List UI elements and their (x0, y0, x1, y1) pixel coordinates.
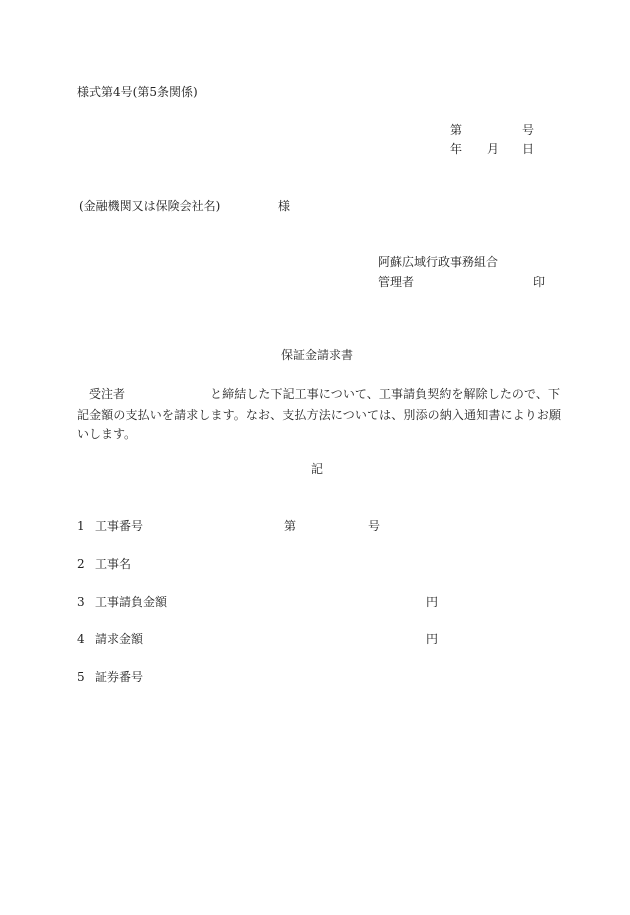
item-3-label: 工事請負金額 (95, 595, 168, 609)
document-title: 保証金請求書 (281, 348, 354, 362)
body-line-1: と締結した下記工事について、工事請負契約を解除したので、下 (210, 387, 560, 401)
item-1-number: 1 (77, 519, 85, 533)
sender-title: 管理者 (378, 275, 415, 289)
item-3-unit: 円 (426, 595, 439, 609)
item-2-number: 2 (77, 557, 85, 571)
contractor-label: 受注者 (89, 387, 126, 401)
item-5-label: 証券番号 (95, 670, 144, 684)
item-2-label: 工事名 (95, 557, 132, 571)
item-4-unit: 円 (426, 632, 439, 646)
item-4-number: 4 (77, 632, 85, 646)
item-1-suffix: 号 (368, 519, 381, 533)
addressee-name: (金融機関又は保険会社名) (79, 199, 221, 213)
ki-heading: 記 (311, 462, 324, 476)
date-month: 月 (487, 142, 500, 156)
body-line-3: いします。 (77, 427, 137, 441)
addressee-honorific: 様 (278, 199, 291, 213)
item-1-prefix: 第 (284, 519, 297, 533)
item-5-number: 5 (77, 670, 85, 684)
item-3-number: 3 (77, 595, 85, 609)
doc-number-suffix: 号 (522, 123, 535, 137)
sender-organization: 阿蘇広域行政事務組合 (378, 255, 499, 269)
doc-number-prefix: 第 (450, 123, 463, 137)
date-year: 年 (450, 142, 463, 156)
form-number: 様式第4号(第5条関係) (77, 85, 198, 99)
item-4-label: 請求金額 (95, 632, 144, 646)
body-line-2: 記金額の支払いを請求します。なお、支払方法については、別添の納入通知書によりお願 (77, 408, 561, 422)
seal-mark: 印 (533, 275, 546, 289)
item-1-label: 工事番号 (95, 519, 144, 533)
date-day: 日 (522, 142, 535, 156)
